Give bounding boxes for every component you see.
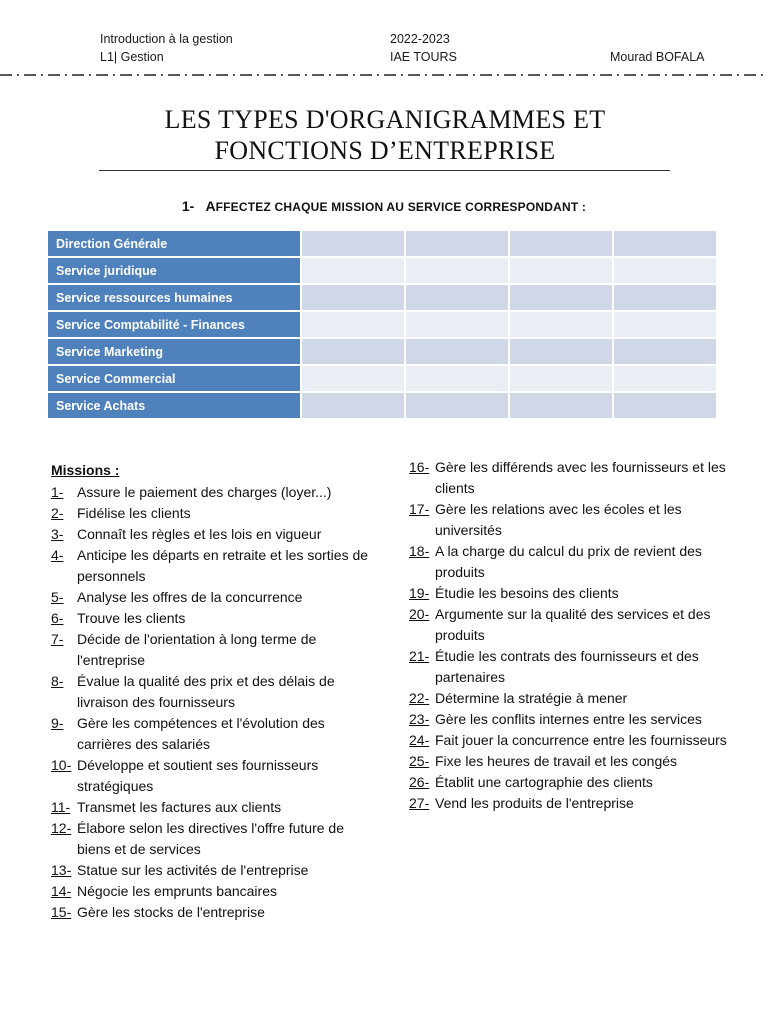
- mission-text: Gère les compétences et l'évolution des carrières des salariés: [77, 715, 325, 752]
- mission-item: [409, 499, 729, 541]
- mission-number: 4-: [51, 547, 64, 563]
- mission-item: [51, 818, 371, 860]
- page-title: [95, 104, 675, 166]
- mission-number: 7-: [51, 631, 64, 647]
- mission-number: 5-: [51, 589, 64, 605]
- answer-cell[interactable]: [406, 366, 508, 391]
- mission-item: [409, 793, 729, 814]
- mission-number: 18-: [409, 543, 430, 559]
- answer-cell[interactable]: [614, 285, 716, 310]
- mission-number: 24-: [409, 732, 430, 748]
- answer-cell[interactable]: [302, 393, 404, 418]
- academic-year: 2022-2023: [390, 32, 450, 46]
- mission-item: [51, 755, 371, 797]
- mission-text: Développe et soutient ses fournisseurs stratégiques: [77, 757, 319, 794]
- service-row: [48, 231, 716, 256]
- answer-cell[interactable]: [302, 285, 404, 310]
- answer-cell[interactable]: [510, 285, 612, 310]
- mission-number: 20-: [409, 606, 430, 622]
- missions-list-left: [51, 482, 371, 923]
- mission-text: Argumente sur la qualité des services et des produits: [435, 606, 711, 643]
- mission-text: Gère les conflits internes entre les services: [435, 711, 702, 727]
- mission-item: [409, 709, 729, 730]
- answer-cell[interactable]: [406, 393, 508, 418]
- course-name: Introduction à la gestion: [100, 32, 233, 46]
- mission-item: [409, 541, 729, 583]
- mission-number: 13-: [51, 862, 72, 878]
- header-divider: [0, 74, 768, 76]
- mission-item: [409, 772, 729, 793]
- answer-cell[interactable]: [302, 339, 404, 364]
- mission-number: 3-: [51, 526, 64, 542]
- service-row: [48, 285, 716, 310]
- answer-cell[interactable]: [406, 285, 508, 310]
- answer-cell[interactable]: [406, 258, 508, 283]
- mission-number: 15-: [51, 904, 72, 920]
- service-label: Service Achats: [48, 393, 300, 418]
- mission-number: 6-: [51, 610, 64, 626]
- mission-text: Anticipe les départs en retraite et les sorties de personnels: [77, 547, 369, 584]
- mission-number: 25-: [409, 753, 430, 769]
- mission-number: 26-: [409, 774, 430, 790]
- mission-item: [51, 545, 371, 587]
- service-label: Service juridique: [48, 258, 300, 283]
- mission-text: A la charge du calcul du prix de revient des produits: [435, 543, 702, 580]
- mission-item: [51, 860, 371, 881]
- service-row: [48, 312, 716, 337]
- title-line-1: LES TYPES D'ORGANIGRAMMES ET: [164, 105, 606, 134]
- program-name: L1| Gestion: [100, 50, 164, 64]
- mission-number: 10-: [51, 757, 72, 773]
- mission-text: Gère les relations avec les écoles et les universités: [435, 501, 682, 538]
- mission-number: 23-: [409, 711, 430, 727]
- mission-text: Étudie les besoins des clients: [435, 585, 619, 601]
- mission-text: Statue sur les activités de l'entreprise: [77, 862, 309, 878]
- answer-cell[interactable]: [614, 393, 716, 418]
- mission-item: [51, 482, 371, 503]
- answer-cell[interactable]: [302, 366, 404, 391]
- mission-item: [51, 587, 371, 608]
- question-first-letter: A: [205, 198, 216, 214]
- mission-item: [409, 751, 729, 772]
- mission-text: Vend les produits de l'entreprise: [435, 795, 634, 811]
- service-row: [48, 258, 716, 283]
- mission-number: 16-: [409, 459, 430, 475]
- mission-text: Assure le paiement des charges (loyer...): [77, 484, 332, 500]
- mission-number: 14-: [51, 883, 72, 899]
- service-row: [48, 339, 716, 364]
- mission-text: Gère les stocks de l'entreprise: [77, 904, 265, 920]
- answer-cell[interactable]: [510, 312, 612, 337]
- mission-number: 1-: [51, 484, 64, 500]
- answer-cell[interactable]: [302, 258, 404, 283]
- question-text: FFECTEZ CHAQUE MISSION AU SERVICE CORRESPONDANT :: [215, 200, 587, 214]
- mission-number: 17-: [409, 501, 430, 517]
- mission-item: [51, 713, 371, 755]
- answer-cell[interactable]: [510, 339, 612, 364]
- mission-item: [51, 671, 371, 713]
- answer-cell[interactable]: [302, 231, 404, 256]
- service-label: Service Marketing: [48, 339, 300, 364]
- mission-number: 11-: [51, 799, 71, 815]
- author-name: Mourad BOFALA: [610, 50, 705, 64]
- mission-number: 8-: [51, 673, 64, 689]
- answer-cell[interactable]: [510, 258, 612, 283]
- mission-number: 21-: [409, 648, 430, 664]
- title-line-2: FONCTIONS D’ENTREPRISE: [214, 136, 556, 165]
- mission-item: [409, 604, 729, 646]
- service-row: [48, 393, 716, 418]
- mission-text: Fidélise les clients: [77, 505, 191, 521]
- mission-number: 22-: [409, 690, 430, 706]
- mission-number: 19-: [409, 585, 430, 601]
- answer-cell[interactable]: [614, 366, 716, 391]
- missions-heading: Missions :: [51, 462, 120, 478]
- mission-text: Gère les différends avec les fournisseurs et les clients: [435, 459, 726, 496]
- mission-text: Établit une cartographie des clients: [435, 774, 653, 790]
- service-row: [48, 366, 716, 391]
- mission-text: Fixe les heures de travail et les congés: [435, 753, 678, 769]
- answer-cell[interactable]: [406, 312, 508, 337]
- mission-text: Négocie les emprunts bancaires: [77, 883, 277, 899]
- mission-text: Trouve les clients: [77, 610, 186, 626]
- mission-item: [51, 881, 371, 902]
- header-left: [100, 30, 233, 66]
- answer-cell[interactable]: [614, 339, 716, 364]
- answer-cell[interactable]: [614, 258, 716, 283]
- mission-text: Évalue la qualité des prix et des délais de livraison des fournisseurs: [77, 673, 335, 710]
- mission-text: Transmet les factures aux clients: [77, 799, 282, 815]
- service-label: Service ressources humaines: [48, 285, 300, 310]
- question-number: 1-: [181, 198, 195, 214]
- service-label: Service Comptabilité - Finances: [48, 312, 300, 337]
- mission-text: Analyse les offres de la concurrence: [77, 589, 303, 605]
- mission-text: Détermine la stratégie à mener: [435, 690, 628, 706]
- mission-text: Élabore selon les directives l'offre future de biens et de services: [77, 820, 345, 857]
- header-center: [390, 30, 457, 66]
- answer-cell[interactable]: [406, 231, 508, 256]
- school-name: IAE TOURS: [390, 50, 457, 64]
- answer-cell[interactable]: [510, 366, 612, 391]
- mission-item: [51, 629, 371, 671]
- mission-item: [409, 688, 729, 709]
- answer-cell[interactable]: [614, 231, 716, 256]
- answer-cell[interactable]: [302, 312, 404, 337]
- mission-number: 27-: [409, 795, 430, 811]
- mission-text: Décide de l'orientation à long terme de l'entreprise: [77, 631, 317, 668]
- mission-number: 12-: [51, 820, 72, 836]
- title-underline: [99, 170, 670, 171]
- answer-cell[interactable]: [510, 393, 612, 418]
- mission-number: 2-: [51, 505, 64, 521]
- answer-cell[interactable]: [510, 231, 612, 256]
- services-table: [46, 229, 718, 420]
- mission-item: [409, 730, 729, 751]
- mission-item: [51, 524, 371, 545]
- service-label: Service Commercial: [48, 366, 300, 391]
- mission-item: [409, 646, 729, 688]
- mission-item: [409, 583, 729, 604]
- mission-number: 9-: [51, 715, 64, 731]
- mission-item: [409, 457, 729, 499]
- mission-item: [51, 503, 371, 524]
- question-heading: [0, 198, 768, 214]
- service-label: Direction Générale: [48, 231, 300, 256]
- mission-text: Connaît les règles et les lois en vigueur: [77, 526, 322, 542]
- answer-cell[interactable]: [614, 312, 716, 337]
- mission-text: Étudie les contrats des fournisseurs et des partenaires: [435, 648, 699, 685]
- mission-item: [51, 797, 371, 818]
- answer-cell[interactable]: [406, 339, 508, 364]
- mission-text: Fait jouer la concurrence entre les fournisseurs: [435, 732, 727, 748]
- mission-item: [51, 902, 371, 923]
- missions-list-right: [409, 457, 729, 814]
- mission-item: [51, 608, 371, 629]
